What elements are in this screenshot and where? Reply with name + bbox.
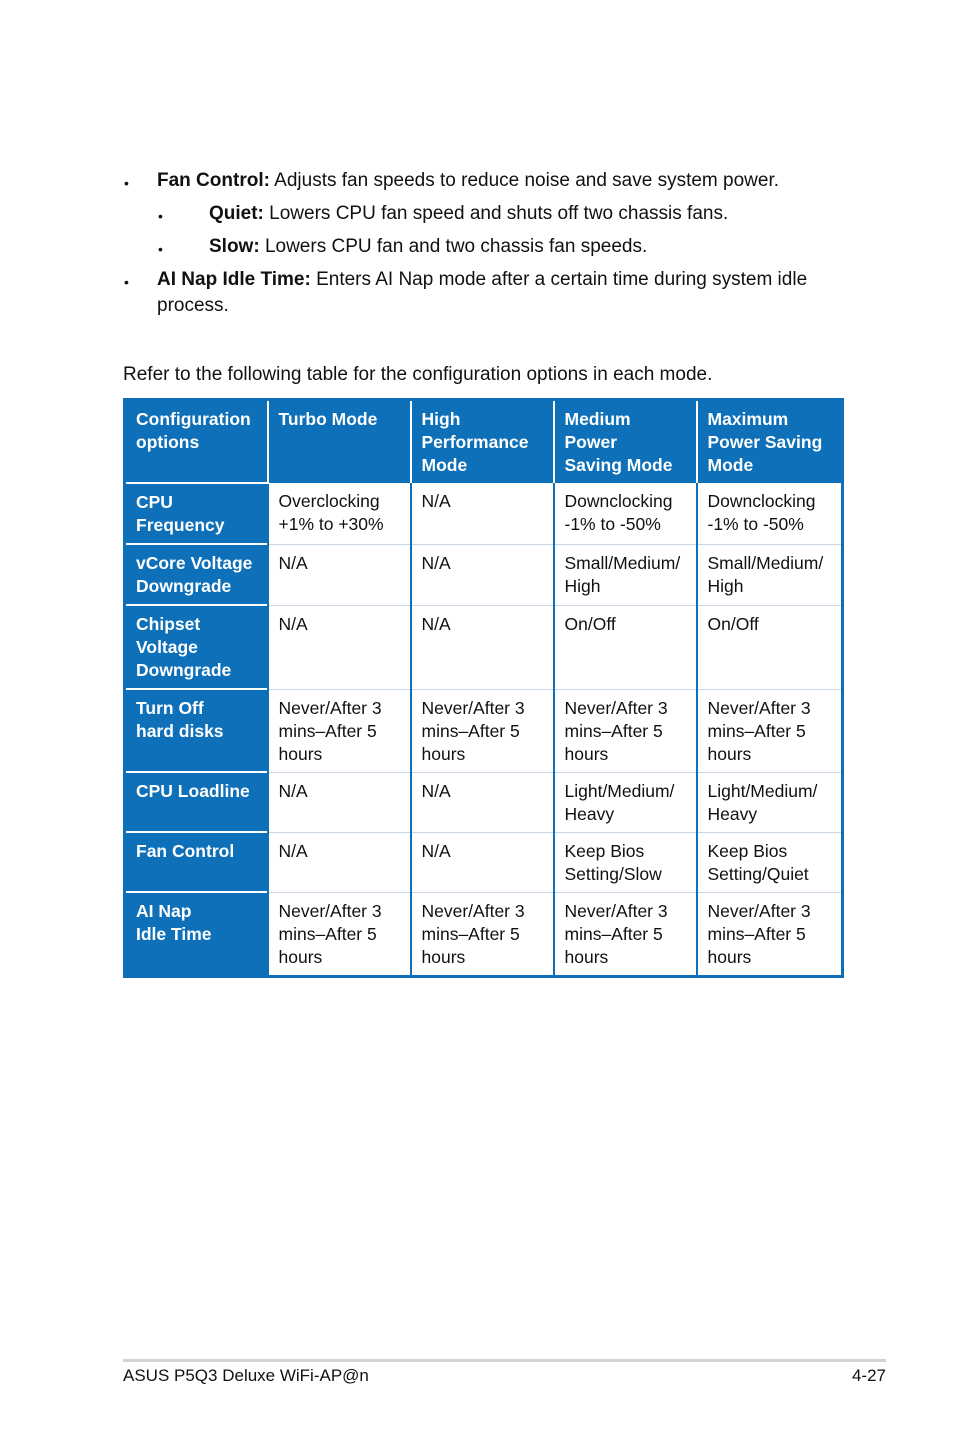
table-cell: Overclocking +1% to +30%: [268, 483, 411, 544]
table-row: [125, 605, 843, 689]
header-turbo-mode: Turbo Mode: [268, 400, 411, 484]
table-cell: Light/Medium/ Heavy: [697, 772, 843, 832]
bullet-dot: •: [124, 175, 129, 191]
table-cell: Never/After 3 mins–After 5 hours: [554, 689, 697, 772]
table-cell: Small/Medium/ High: [554, 544, 697, 605]
table-cell: N/A: [411, 772, 554, 832]
config-options-table: [123, 398, 844, 978]
table-cell: Never/After 3 mins–After 5 hours: [554, 892, 697, 976]
row-label: CPU Frequency: [125, 483, 268, 544]
table-cell: N/A: [411, 605, 554, 689]
bullet-desc: Adjusts fan speeds to reduce noise and save system power.: [269, 170, 780, 191]
table-cell: On/Off: [554, 605, 697, 689]
header-medium-power-saving-mode: Medium Power Saving Mode: [554, 400, 697, 484]
table-cell: Never/After 3 mins–After 5 hours: [697, 892, 843, 976]
bullet-desc: Lowers CPU fan speed and shuts off two chassis fans.: [263, 203, 729, 224]
bullet-desc: Enters AI Nap mode after a certain time during system idle: [310, 269, 808, 290]
intro-paragraph: Refer to the following table for the configuration options in each mode.: [123, 364, 713, 385]
table-cell: Never/After 3 mins–After 5 hours: [268, 689, 411, 772]
table-cell: Never/After 3 mins–After 5 hours: [411, 892, 554, 976]
bullet-dot: •: [158, 241, 163, 257]
bullet-term: Fan Control:: [157, 170, 270, 191]
table-cell: Downclocking -1% to -50%: [554, 483, 697, 544]
table-row: [125, 483, 843, 544]
row-label: vCore Voltage Downgrade: [125, 544, 268, 605]
bullet-dot: •: [124, 274, 129, 290]
table-cell: Never/After 3 mins–After 5 hours: [268, 892, 411, 976]
table-row: [125, 544, 843, 605]
table-cell: N/A: [268, 544, 411, 605]
row-label: CPU Loadline: [125, 772, 268, 832]
table-cell: Keep Bios Setting/Slow: [554, 832, 697, 892]
table-header-row: [125, 400, 843, 484]
bullet-text: [157, 267, 807, 293]
table-cell: Never/After 3 mins–After 5 hours: [697, 689, 843, 772]
table-cell: On/Off: [697, 605, 843, 689]
row-label: Fan Control: [125, 832, 268, 892]
footer-page-number: 4-27: [851, 1366, 886, 1385]
bullet-continuation: process.: [157, 295, 229, 316]
bullet-text: [157, 168, 779, 194]
table-cell: N/A: [411, 832, 554, 892]
footer-divider: [123, 1359, 886, 1362]
table-cell: Light/Medium/ Heavy: [554, 772, 697, 832]
bullet-text: [209, 201, 728, 227]
row-label: Chipset Voltage Downgrade: [125, 605, 268, 689]
table-row: [125, 772, 843, 832]
table-row: [125, 892, 843, 976]
table-cell: Never/After 3 mins–After 5 hours: [411, 689, 554, 772]
footer-product-name: ASUS P5Q3 Deluxe WiFi-AP@n: [123, 1366, 369, 1385]
table-cell: Keep Bios Setting/Quiet: [697, 832, 843, 892]
table-row: [125, 689, 843, 772]
table-cell: N/A: [268, 772, 411, 832]
header-high-performance-mode: High Performance Mode: [411, 400, 554, 484]
table-cell: N/A: [411, 544, 554, 605]
table-row: [125, 832, 843, 892]
bullet-text: [209, 234, 647, 260]
bullet-term: Quiet:: [209, 203, 264, 224]
table-cell: N/A: [411, 483, 554, 544]
table-cell: N/A: [268, 605, 411, 689]
bullet-desc: Lowers CPU fan and two chassis fan speeds.: [259, 236, 648, 257]
table-cell: Small/Medium/ High: [697, 544, 843, 605]
header-maximum-power-saving-mode: Maximum Power Saving Mode: [697, 400, 843, 484]
row-label: AI Nap Idle Time: [125, 892, 268, 976]
table-cell: Downclocking -1% to -50%: [697, 483, 843, 544]
bullet-dot: •: [158, 208, 163, 224]
bullet-term: Slow:: [209, 236, 260, 257]
header-configuration-options: Configuration options: [125, 400, 268, 484]
row-label: Turn Off hard disks: [125, 689, 268, 772]
table-cell: N/A: [268, 832, 411, 892]
bullet-term: AI Nap Idle Time:: [157, 269, 311, 290]
